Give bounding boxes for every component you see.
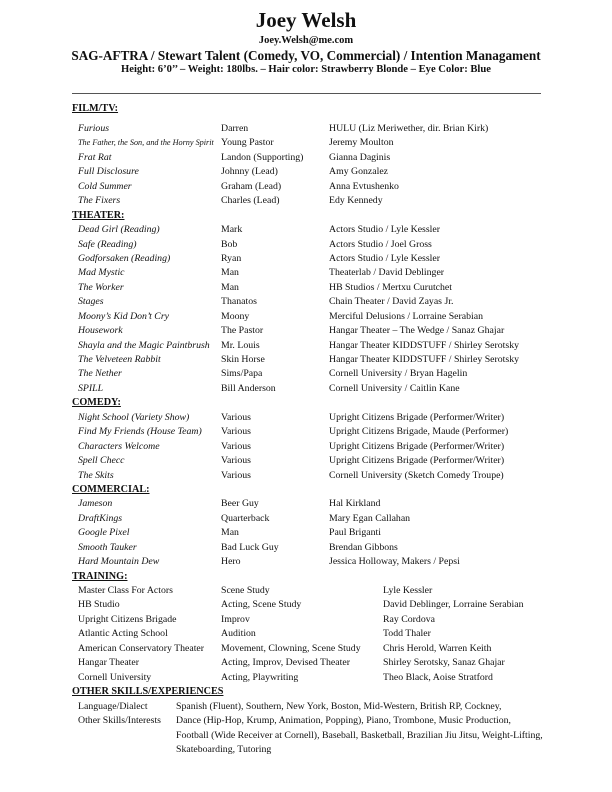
table-row <box>72 584 552 598</box>
section-other-skills <box>72 685 552 758</box>
credit-company: Lyle Kessler <box>383 585 433 596</box>
credit-role: Sims/Papa <box>221 368 263 380</box>
credit-role: Scene Study <box>221 585 270 596</box>
credit-title: Master Class For Actors <box>78 585 173 596</box>
credit-title: Characters Welcome <box>78 440 160 452</box>
credit-company: Theo Black, Aoise Stratford <box>383 671 493 683</box>
credit-company: Actors Studio / Joel Gross <box>329 238 432 250</box>
credit-title: Google Pixel <box>78 527 130 539</box>
table-row <box>72 180 552 194</box>
table-row <box>72 555 552 569</box>
credit-title: Atlantic Acting School <box>78 628 168 640</box>
credit-company: Upright Citizens Brigade (Performer/Writer) <box>329 411 505 423</box>
credit-company: Theaterlab / David Deblinger <box>329 267 445 279</box>
credit-company: Ray Cordova <box>383 613 435 625</box>
credit-company: Actors Studio / Lyle Kessler <box>329 252 441 264</box>
credit-title: Upright Citizens Brigade <box>78 613 177 625</box>
skill-label: Language/Dialect <box>78 700 148 712</box>
credit-company: Brendan Gibbons <box>329 541 398 553</box>
table-row <box>72 266 552 280</box>
credit-title: Hangar Theater <box>78 657 140 669</box>
skill-value: Spanish (Fluent), Southern, New York, Boston, Mid-Western, British RP, Cockney, <box>176 700 502 712</box>
credit-company: Jessica Holloway, Makers / Pepsi <box>329 556 460 568</box>
credit-role: Bob <box>221 238 238 250</box>
table-row <box>72 598 552 612</box>
section-heading: OTHER SKILLS/EXPERIENCES <box>72 686 224 698</box>
credit-company: David Deblinger, Lorraine Serabian <box>383 599 524 611</box>
credit-role: Various <box>221 411 251 423</box>
credit-title: The Father, the Son, and the Horny Spirit <box>78 138 214 148</box>
section-heading: FILM/TV: <box>72 103 119 114</box>
table-row <box>72 122 552 136</box>
credit-company: Shirley Serotsky, Sanaz Ghajar <box>383 657 505 669</box>
credit-title: Jameson <box>78 498 113 510</box>
credit-role: Landon (Supporting) <box>221 151 304 163</box>
credit-company: HULU (Liz Meriwether, dir. Brian Kirk) <box>329 123 489 134</box>
credit-company: Upright Citizens Brigade, Maude (Performer) <box>329 426 509 438</box>
table-row <box>72 454 552 468</box>
credit-title: The Fixers <box>78 195 121 207</box>
resume-body <box>72 102 552 758</box>
credit-title: Stages <box>78 296 104 308</box>
credit-role: Acting, Playwriting <box>221 671 299 683</box>
skill-label: Other Skills/Interests <box>78 715 161 727</box>
email: Joey.Welsh@me.com <box>258 35 354 46</box>
skill-row <box>72 700 552 715</box>
divider <box>72 93 541 94</box>
credit-role: Graham (Lead) <box>221 180 282 192</box>
credit-company: Hangar Theater KIDDSTUFF / Shirley Serotsky <box>329 354 520 365</box>
table-row <box>72 382 552 396</box>
table-row <box>72 353 552 367</box>
section-comedy <box>72 396 552 483</box>
table-row <box>72 165 552 179</box>
table-row <box>72 223 552 237</box>
credit-role: Skin Horse <box>221 354 265 365</box>
credit-role: Darren <box>221 123 249 134</box>
table-row <box>72 238 552 252</box>
credit-role: Various <box>221 440 251 452</box>
credit-role: The Pastor <box>221 325 264 337</box>
credit-title: Godforsaken (Reading) <box>78 252 171 264</box>
credit-title: Safe (Reading) <box>78 238 137 250</box>
table-row <box>72 497 552 511</box>
table-row <box>72 324 552 338</box>
credit-role: Man <box>221 267 239 279</box>
table-row <box>72 194 552 208</box>
table-row <box>72 151 552 165</box>
agency-line: SAG-AFTRA / Stewart Talent (Comedy, VO, Commercial) / Intention Managament <box>71 48 541 63</box>
table-row <box>72 613 552 627</box>
credit-title: Housework <box>78 325 123 337</box>
table-row <box>72 642 552 656</box>
credit-company: Upright Citizens Brigade (Performer/Writer) <box>329 455 505 467</box>
credit-company: Gianna Daginis <box>329 151 391 163</box>
credit-role: Charles (Lead) <box>221 195 280 207</box>
table-row <box>72 411 552 425</box>
section-heading: COMEDY: <box>72 397 121 409</box>
table-row <box>72 526 552 540</box>
credit-company: Chain Theater / David Zayas Jr. <box>329 296 454 308</box>
table-row <box>72 281 552 295</box>
credit-title: Spell Checc <box>78 455 125 467</box>
table-row <box>72 541 552 555</box>
credit-title: Full Disclosure <box>78 166 139 178</box>
credit-title: The Velveteen Rabbit <box>78 354 161 365</box>
credit-title: DraftKings <box>78 512 123 524</box>
credit-role: Ryan <box>221 252 242 264</box>
section-filmtv <box>72 102 552 209</box>
credit-company: Cornell University (Sketch Comedy Troupe) <box>329 469 504 481</box>
table-row <box>72 440 552 454</box>
credit-role: Young Pastor <box>221 137 274 149</box>
table-row <box>72 310 552 324</box>
credit-company: Todd Thaler <box>383 628 431 640</box>
credit-role: Quarterback <box>221 512 270 524</box>
credit-company: Jeremy Moulton <box>329 137 394 149</box>
section-heading: COMMERCIAL: <box>72 483 150 495</box>
credit-title: Find My Friends (House Team) <box>78 426 202 438</box>
credit-title: Mad Mystic <box>78 267 125 279</box>
credit-role: Man <box>221 527 239 539</box>
credit-role: Acting, Improv, Devised Theater <box>221 657 350 669</box>
section-heading: TRAINING: <box>72 570 128 582</box>
credit-company: HB Studios / Mertxu Curutchet <box>329 281 453 293</box>
credit-company: Edy Kennedy <box>329 195 383 207</box>
table-row <box>72 656 552 670</box>
credit-role: Various <box>221 426 251 438</box>
credit-company: Merciful Delusions / Lorraine Serabian <box>329 310 483 322</box>
credit-title: The Skits <box>78 469 114 481</box>
table-row <box>72 339 552 353</box>
credit-title: The Worker <box>78 281 124 293</box>
credit-title: Night School (Variety Show) <box>78 411 190 423</box>
table-row <box>72 627 552 641</box>
credit-role: Improv <box>221 613 250 625</box>
credit-role: Mr. Louis <box>221 339 260 351</box>
table-row <box>72 512 552 526</box>
credit-role: Audition <box>221 628 256 640</box>
credit-company: Anna Evtushenko <box>329 180 399 192</box>
table-row <box>72 252 552 266</box>
resume-name: Joey Welsh <box>255 8 357 32</box>
credit-role: Thanatos <box>221 296 257 308</box>
section-heading: THEATER: <box>72 209 125 221</box>
table-row <box>72 295 552 309</box>
credit-title: American Conservatory Theater <box>78 642 205 654</box>
credit-role: Acting, Scene Study <box>221 599 302 611</box>
credit-role: Movement, Clowning, Scene Study <box>221 642 361 654</box>
credit-title: Frat Rat <box>78 151 112 163</box>
credit-company: Hangar Theater – The Wedge / Sanaz Ghajar <box>329 325 505 337</box>
credit-role: Johnny (Lead) <box>221 166 278 178</box>
credit-company: Cornell University / Bryan Hagelin <box>329 368 468 380</box>
credit-title: SPILL <box>78 382 104 394</box>
credit-company: Hangar Theater KIDDSTUFF / Shirley Serotsky <box>329 339 520 351</box>
skill-row <box>72 714 552 758</box>
credit-title: Hard Mountain Dew <box>78 556 160 568</box>
credit-company: Actors Studio / Lyle Kessler <box>329 224 441 236</box>
credit-company: Upright Citizens Brigade (Performer/Writer) <box>329 440 505 452</box>
credit-role: Bad Luck Guy <box>221 541 279 553</box>
credit-title: Furious <box>78 123 110 134</box>
credit-role: Mark <box>221 224 243 236</box>
credit-role: Man <box>221 281 239 293</box>
credit-company: Chris Herold, Warren Keith <box>383 642 492 654</box>
credit-company: Amy Gonzalez <box>329 166 389 178</box>
section-training <box>72 570 552 686</box>
physical-stats: Height: 6’0’’ – Weight: 180lbs. – Hair color: Strawberry Blonde – Eye Color: Blue <box>121 64 491 75</box>
table-row <box>72 425 552 439</box>
credit-company: Paul Briganti <box>329 527 381 539</box>
credit-title: The Nether <box>78 368 122 380</box>
credit-role: Hero <box>221 556 241 568</box>
table-row <box>72 367 552 381</box>
credit-title: HB Studio <box>78 599 120 611</box>
credit-role: Various <box>221 469 251 481</box>
credit-company: Hal Kirkland <box>329 498 381 510</box>
credit-title: Moony’s Kid Don’t Cry <box>78 310 169 322</box>
credit-title: Cornell University <box>78 671 152 683</box>
credit-title: Dead Girl (Reading) <box>78 224 160 236</box>
table-row <box>72 136 552 150</box>
credit-role: Bill Anderson <box>221 382 276 394</box>
credit-title: Smooth Tauker <box>78 541 137 553</box>
credit-company: Cornell University / Caitlin Kane <box>329 382 460 394</box>
credit-role: Moony <box>221 310 250 322</box>
credit-company: Mary Egan Callahan <box>329 512 411 524</box>
table-row <box>72 469 552 483</box>
credit-title: Cold Summer <box>78 180 132 192</box>
section-theater <box>72 209 552 397</box>
credit-role: Various <box>221 455 251 467</box>
credit-role: Beer Guy <box>221 498 259 510</box>
skill-value: Dance (Hip-Hop, Krump, Animation, Popping), Piano, Trombone, Music Production, Football (Wide Receiver at Cornell), Baseball, Basketball, Brazilian Jiu Jitsu, Weight-Lifting, Skateboarding, Tutoring <box>176 715 543 756</box>
section-commercial <box>72 483 552 570</box>
credit-title: Shayla and the Magic Paintbrush <box>78 339 210 351</box>
table-row <box>72 671 552 685</box>
